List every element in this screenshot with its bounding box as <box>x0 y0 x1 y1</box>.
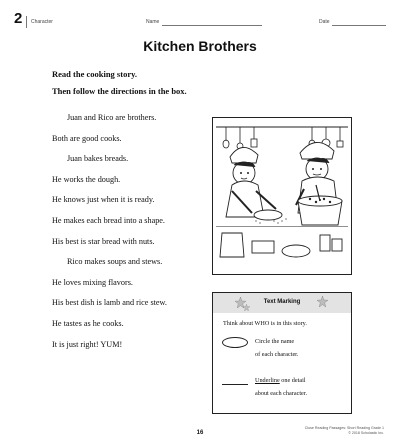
story-line: He works the dough. <box>52 174 121 184</box>
underline-instruction <box>255 377 306 384</box>
direction-line: Then follow the directions in the box. <box>52 86 187 96</box>
date-label: Date <box>319 19 330 25</box>
name-field[interactable] <box>162 25 262 26</box>
underline-word: Underline <box>255 377 280 384</box>
circle-instruction: of each character. <box>255 351 299 358</box>
footer-credits <box>305 426 384 436</box>
story-line: Juan and Rico are brothers. <box>67 113 157 122</box>
book-title: Close Reading Passages: Short Reading Grade 1 <box>304 426 384 430</box>
name-label: Name <box>146 19 160 25</box>
circle-instruction: Circle the name <box>255 338 295 345</box>
text-marking-intro: Think about WHO is in this story. <box>223 320 307 327</box>
story-line: Juan bakes breads. <box>67 154 129 164</box>
skill-label: Character <box>31 19 53 25</box>
worksheet-header <box>14 10 386 28</box>
story-text <box>52 112 202 359</box>
story-line: He makes each bread into a shape. <box>52 215 165 225</box>
story-line: His best is star bread with nuts. <box>52 236 155 246</box>
story-line: It is just right! YUM! <box>52 339 123 349</box>
text-marking-title: Text Marking <box>263 299 301 305</box>
story-line: He tastes as he cooks. <box>52 318 124 328</box>
story-line: He loves mixing flavors. <box>52 277 133 287</box>
date-field[interactable] <box>332 25 386 26</box>
underline-rest: one detail <box>279 377 306 384</box>
star-icon <box>243 304 250 311</box>
underline-symbol <box>222 384 248 385</box>
copyright: © 2018 Scholastic Inc. <box>348 431 384 435</box>
story-line: He knows just when it is ready. <box>52 195 155 205</box>
kitchen-brothers-illustration <box>212 117 352 275</box>
circle-symbol <box>222 337 248 348</box>
page-number: 16 <box>196 430 204 436</box>
story-line: Rico makes soups and stews. <box>67 257 163 267</box>
story-line: His best dish is lamb and rice stew. <box>52 298 167 308</box>
worksheet-title: Kitchen Brothers <box>143 38 257 54</box>
direction-line: Read the cooking story. <box>52 69 137 79</box>
unit-number: 2 <box>14 10 23 27</box>
story-line: Both are good cooks. <box>52 133 122 143</box>
header-divider <box>26 16 27 28</box>
underline-instruction: about each character. <box>255 390 308 397</box>
text-marking-box <box>212 292 352 414</box>
